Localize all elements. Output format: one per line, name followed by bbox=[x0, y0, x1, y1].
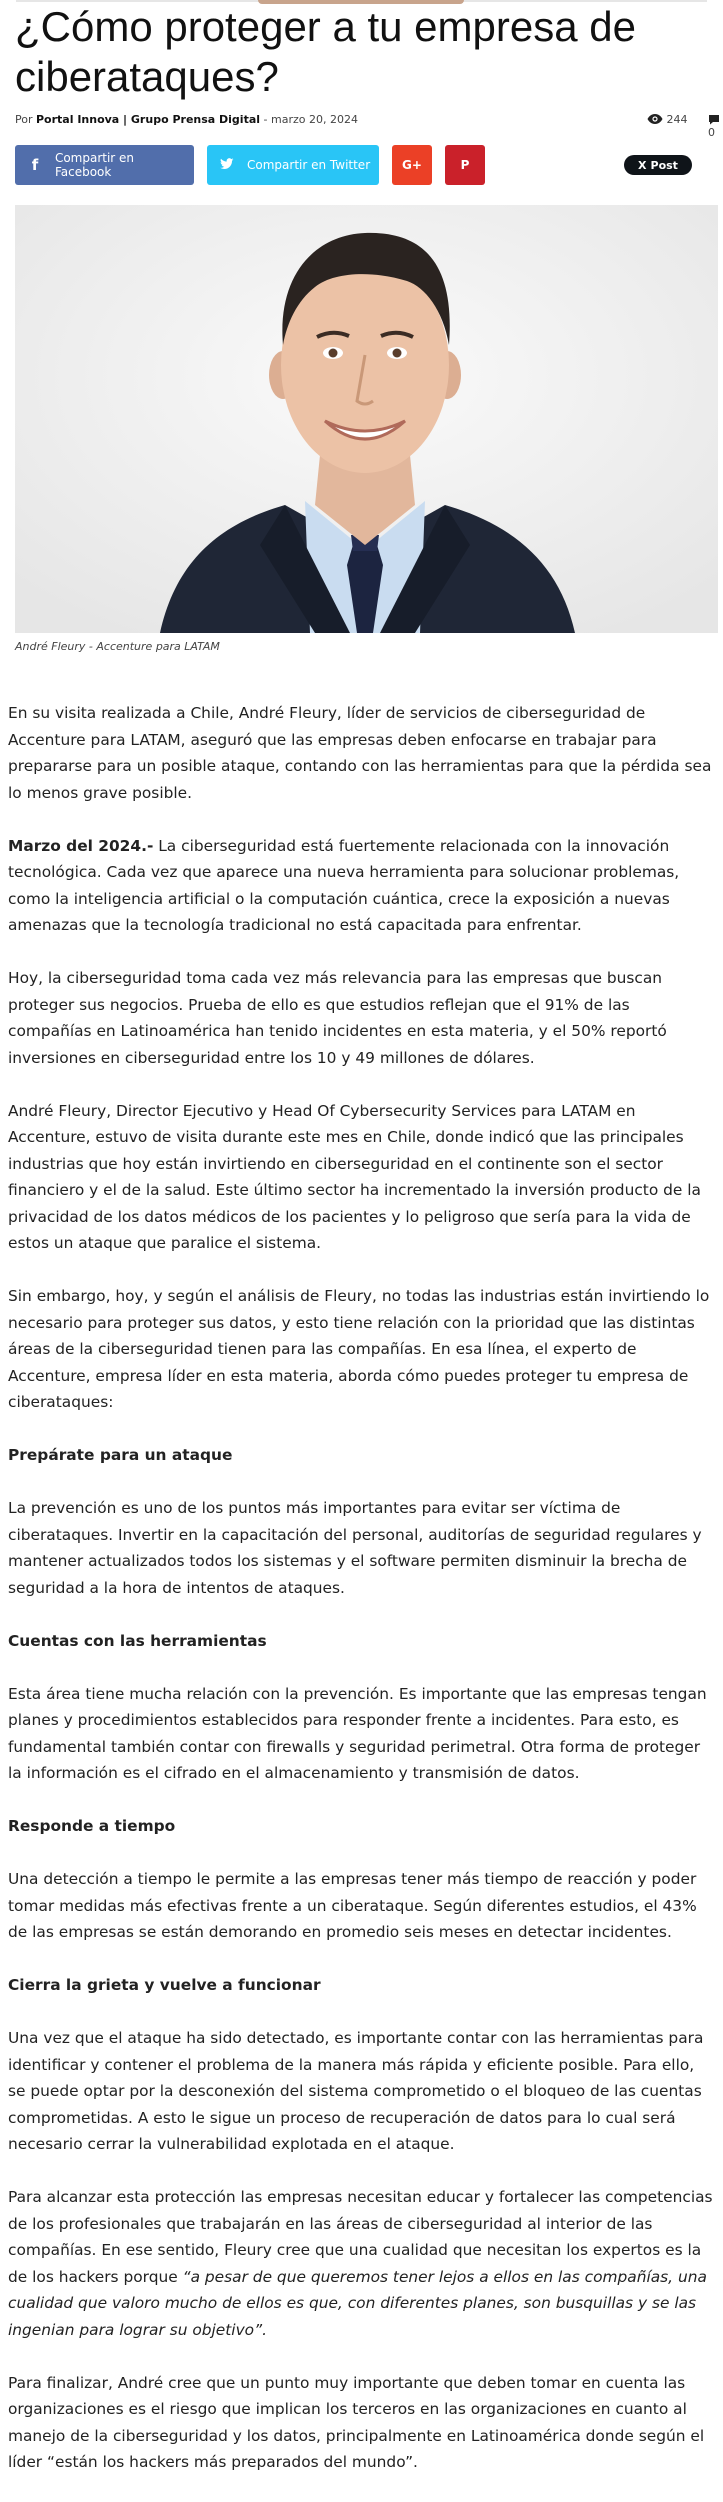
paragraph: André Fleury, Director Ejecutivo y Head Of Cybersecurity Services para LATAM en Accenture, estuvo de visita durante este mes en Chile, donde indicó que las principales industrias que hoy están invirtiendo en ciberseguridad en el continente son el sector financiero y el de la salud. Este último sector ha incrementado la inversión producto de la privacidad de los datos médicos de los pacientes y lo peligroso que sería para la vida de estos un ataque que paralice el sistema. bbox=[8, 1101, 701, 1252]
dateline: Marzo del 2024.- bbox=[8, 836, 154, 855]
share-facebook-button[interactable] bbox=[15, 145, 194, 185]
section-heading: Cuentas con las herramientas bbox=[8, 1631, 267, 1650]
paragraph: Sin embargo, hoy, y según el análisis de Fleury, no todas las industrias están invirtiendo lo necesario para proteger sus datos, y esto tiene relación con la prioridad que las distintas áreas de la ciberseguridad tienen para las compañías. En esa línea, el experto de Accenture, empresa líder en esta materia, aborda cómo puedes proteger tu empresa de ciberataques: bbox=[8, 1287, 710, 1411]
share-twitter-label: Compartir en Twitter bbox=[247, 158, 371, 172]
share-twitter-button[interactable] bbox=[207, 145, 379, 185]
comments-counter[interactable] bbox=[708, 113, 720, 139]
article-body bbox=[8, 700, 715, 2502]
photo-caption: André Fleury - Accenture para LATAM bbox=[15, 640, 220, 653]
section-heading: Responde a tiempo bbox=[8, 1817, 176, 1835]
meta-separator: - bbox=[263, 113, 268, 126]
x-logo-icon: X bbox=[638, 158, 647, 172]
views-count: 244 bbox=[666, 113, 688, 126]
paragraph: En su visita realizada a Chile, André Fleury, líder de servicios de ciberseguridad de Accenture para LATAM, aseguró que las empresas deben enfocarse en trabajar para prepararse para un posible ataque, contando con las herramientas para que la pérdida sea lo menos grave posible. bbox=[8, 704, 712, 802]
pinterest-icon: P bbox=[460, 158, 470, 172]
twitter-icon bbox=[207, 156, 247, 174]
section-heading: Prepárate para un ataque bbox=[8, 1446, 233, 1464]
googleplus-icon: G+ bbox=[402, 158, 422, 172]
x-post-button[interactable] bbox=[624, 155, 692, 175]
portrait-illustration bbox=[15, 205, 718, 633]
paragraph: La prevención es uno de los puntos más importantes para evitar ser víctima de ciberataques. Invertir en la capacitación del personal, auditorías de seguridad regulares y mantener actualizados todos los sistemas y el software permiten disminuir la brecha de seguridad a la hora de intentos de ataques. bbox=[8, 1499, 702, 1597]
paragraph: Una detección a tiempo le permite a las empresas tener más tiempo de reacción y poder tomar medidas más efectivas frente a un ciberataque. Según diferentes estudios, el 43% de las empresas se están demorando en promedio seis meses en detectar incidentes. bbox=[8, 1870, 697, 1941]
meta-date: marzo 20, 2024 bbox=[271, 113, 358, 126]
meta-by: Por bbox=[15, 113, 33, 126]
paragraph-text: La ciberseguridad está fuertemente relacionada con la innovación tecnológica. Cada vez que aparece una nueva herramienta para solucionar problemas, como la inteligencia artificial o la computación cuántica, crece la exposición a nuevas amenazas que la tecnología tradicional no está capacitada para enfrentar. bbox=[8, 836, 680, 934]
share-facebook-label: Compartir en Facebook bbox=[54, 151, 135, 179]
x-post-label: Post bbox=[650, 158, 678, 172]
comments-count: 0 bbox=[708, 126, 715, 139]
eye-icon bbox=[647, 113, 663, 125]
featured-photo bbox=[15, 205, 718, 633]
quote: “a pesar de que queremos tener lejos a ellos en las compañías, una cualidad que valoro mucho de ellos es que, con diferentes planes, son busquillas y se las ingenian para lograr su objetivo”. bbox=[8, 2267, 707, 2339]
paragraph bbox=[8, 2184, 715, 2343]
article-meta bbox=[15, 113, 715, 139]
article-title: ¿Cómo proteger a tu empresa de ciberataques? bbox=[15, 3, 636, 100]
paragraph: Para finalizar, André cree que un punto muy importante que deben tomar en cuenta las organizaciones es el riesgo que implican los terceros en las organizaciones en cuanto al manejo de la ciberseguridad y los datos, principalmente en Latinoamérica donde según el líder “están los hackers más preparados del mundo”. bbox=[8, 2373, 705, 2471]
paragraph: Esta área tiene mucha relación con la prevención. Es importante que las empresas tengan planes y procedimientos establecidos para responder frente a incidentes. Para esto, es fundamental también contar con firewalls y seguridad perimetral. Otra forma de proteger la información es el cifrado en el almacenamiento y transmisión de datos. bbox=[8, 1684, 707, 1782]
comment-icon bbox=[708, 114, 720, 125]
facebook-icon: f bbox=[31, 156, 39, 174]
paragraph-text: Para alcanzar esta protección las empresas necesitan educar y fortalecer las competencias de los profesionales que trabajarán en las áreas de ciberseguridad al interior de las compañías. En ese sentido, Fleury cree que una cualidad que necesitan los expertos es la de los hackers porque bbox=[8, 2188, 713, 2286]
section-heading: Cierra la grieta y vuelve a funcionar bbox=[8, 1976, 321, 1994]
meta-author[interactable]: Portal Innova | Grupo Prensa Digital bbox=[36, 113, 261, 126]
share-googleplus-button[interactable] bbox=[392, 145, 432, 185]
paragraph: Hoy, la ciberseguridad toma cada vez más relevancia para las empresas que buscan proteger sus negocios. Prueba de ello es que estudios reflejan que el 91% de las compañías en Latinoamérica han tenido incidentes en esta materia, y el 50% reportó inversiones en ciberseguridad entre los 10 y 49 millones de dólares. bbox=[8, 969, 667, 1067]
paragraph: Una vez que el ataque ha sido detectado, es importante contar con las herramientas para identificar y contener el problema de la manera más rápida y eficiente posible. Para ello, se puede optar por la desconexión del sistema comprometido o el bloqueo de las cuentas comprometidas. A esto le sigue un proceso de recuperación de datos para lo cual será necesario cerrar la vulnerabilidad explotada en el ataque. bbox=[8, 2029, 704, 2153]
paragraph bbox=[8, 833, 715, 939]
share-pinterest-button[interactable] bbox=[445, 145, 485, 185]
views-counter bbox=[647, 113, 688, 126]
